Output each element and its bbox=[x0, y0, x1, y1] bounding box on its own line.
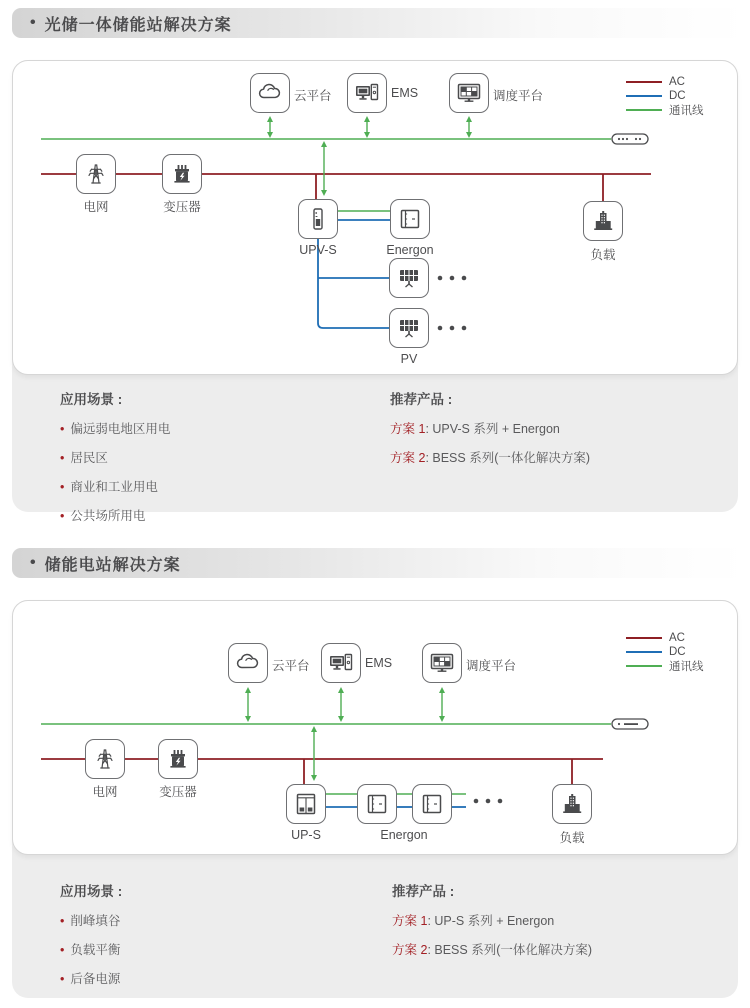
node-pv-1 bbox=[389, 258, 429, 298]
node-inverter-upvs bbox=[298, 199, 338, 239]
battery-cabinet-icon bbox=[397, 206, 423, 232]
comm-arrow-inverter bbox=[321, 141, 327, 196]
load-label: 负载 bbox=[559, 831, 585, 845]
red-bullet: • bbox=[60, 451, 65, 465]
scenario-item: • 负载平衡 bbox=[60, 943, 121, 957]
storage-label: Energon bbox=[386, 243, 434, 257]
legend-label-ac: AC bbox=[669, 75, 685, 88]
power-grid-label: 电网 bbox=[83, 200, 109, 214]
comm-arrow-ems bbox=[364, 116, 370, 138]
comm-arrow-cloud bbox=[245, 687, 251, 722]
products-heading: 推荐产品 : bbox=[392, 884, 455, 899]
comm-bus-terminator-icon bbox=[611, 133, 649, 145]
solar-panel-icon bbox=[396, 265, 422, 291]
section-2-diagram-card bbox=[12, 600, 738, 855]
transmission-tower-icon bbox=[83, 161, 109, 187]
section-2-products bbox=[392, 880, 592, 958]
legend-label-comm: 通讯线 bbox=[669, 660, 704, 673]
inverter-label: UPV-S bbox=[299, 243, 337, 257]
section-2-header bbox=[12, 548, 746, 578]
pv-ellipsis-dots bbox=[438, 276, 467, 331]
building-icon bbox=[559, 791, 585, 817]
red-bullet: • bbox=[60, 972, 65, 986]
red-bullet: • bbox=[60, 480, 65, 494]
battery-cabinet-icon bbox=[419, 791, 445, 817]
legend-label-dc: DC bbox=[669, 645, 686, 658]
power-grid-label: 电网 bbox=[92, 785, 118, 799]
scenario-item: • 公共场所用电 bbox=[60, 509, 146, 523]
section-1-header bbox=[12, 8, 746, 38]
section-1-title: 光储一体储能站解决方案 bbox=[44, 16, 232, 34]
section-2-title: 储能电站解决方案 bbox=[44, 556, 181, 574]
red-bullet: • bbox=[60, 914, 65, 928]
product-item: 方案 1: UP-S 系列 + Energon bbox=[392, 914, 555, 928]
dispatch-monitor-icon bbox=[429, 650, 455, 676]
load-label: 负载 bbox=[590, 248, 616, 262]
inverter-cabinet-icon bbox=[305, 206, 331, 232]
storage-ellipsis-dots bbox=[474, 799, 503, 804]
node-pv-2 bbox=[389, 308, 429, 348]
section-1-scenarios bbox=[60, 388, 170, 524]
pv-label: PV bbox=[400, 352, 418, 366]
node-storage-energon-2 bbox=[412, 784, 452, 824]
node-power-grid bbox=[85, 739, 125, 779]
product-item: 方案 1: UPV-S 系列 + Energon bbox=[390, 422, 560, 436]
ems-label: EMS bbox=[391, 86, 419, 100]
converter-label: UP-S bbox=[291, 828, 321, 842]
red-bullet: • bbox=[60, 943, 65, 957]
red-bullet: • bbox=[60, 422, 65, 436]
cloud-platform-label: 云平台 bbox=[294, 89, 332, 103]
red-bullet: • bbox=[60, 509, 65, 523]
scenario-item: • 居民区 bbox=[60, 451, 108, 465]
node-load bbox=[583, 201, 623, 241]
scenarios-heading: 应用场景 : bbox=[60, 392, 123, 407]
dispatch-monitor-icon bbox=[456, 80, 482, 106]
comm-arrow-converter bbox=[311, 726, 317, 781]
legend bbox=[626, 76, 704, 115]
dc-line-swatch bbox=[626, 95, 662, 97]
section-2-scenarios bbox=[60, 880, 122, 987]
transformer-label: 变压器 bbox=[163, 200, 201, 214]
legend-row-dc bbox=[626, 90, 704, 101]
node-ems bbox=[347, 73, 387, 113]
comm-arrow-ems bbox=[338, 687, 344, 722]
transmission-tower-icon bbox=[92, 746, 118, 772]
ac-line-swatch bbox=[626, 637, 662, 639]
node-power-grid bbox=[76, 154, 116, 194]
product-item: 方案 2: BESS 系列(一体化解决方案) bbox=[392, 943, 593, 957]
cloud-icon bbox=[235, 650, 261, 676]
product-item: 方案 2: BESS 系列(一体化解决方案) bbox=[390, 451, 591, 465]
node-load bbox=[552, 784, 592, 824]
cloud-platform-label: 云平台 bbox=[272, 659, 310, 673]
section-1-diagram-card bbox=[12, 60, 738, 375]
comm-arrow-dispatch bbox=[466, 116, 472, 138]
section-1-products bbox=[390, 388, 590, 466]
node-cloud-platform bbox=[228, 643, 268, 683]
legend-label-ac: AC bbox=[669, 631, 685, 644]
scenarios-heading: 应用场景 : bbox=[60, 884, 123, 899]
ems-computer-icon bbox=[354, 80, 380, 106]
node-dispatch-platform bbox=[449, 73, 489, 113]
node-cloud-platform bbox=[250, 73, 290, 113]
transformer-icon bbox=[169, 161, 195, 187]
legend-label-dc: DC bbox=[669, 89, 686, 102]
node-dispatch-platform bbox=[422, 643, 462, 683]
header-bullet: • bbox=[30, 554, 37, 571]
battery-cabinet-icon bbox=[364, 791, 390, 817]
comm-line-swatch bbox=[626, 109, 662, 111]
comm-arrow-cloud bbox=[267, 116, 273, 138]
node-transformer bbox=[158, 739, 198, 779]
cloud-icon bbox=[257, 80, 283, 106]
node-converter-ups bbox=[286, 784, 326, 824]
ems-label: EMS bbox=[365, 656, 393, 670]
node-transformer bbox=[162, 154, 202, 194]
building-icon bbox=[590, 208, 616, 234]
products-heading: 推荐产品 : bbox=[390, 392, 453, 407]
scenario-item: • 削峰填谷 bbox=[60, 914, 121, 928]
ems-computer-icon bbox=[328, 650, 354, 676]
legend bbox=[626, 632, 704, 671]
solar-panel-icon bbox=[396, 315, 422, 341]
transformer-label: 变压器 bbox=[159, 785, 197, 799]
legend-row-ac bbox=[626, 632, 704, 643]
scenario-item: • 后备电源 bbox=[60, 972, 121, 986]
node-ems bbox=[321, 643, 361, 683]
legend-row-ac bbox=[626, 76, 704, 87]
dispatch-platform-label: 调度平台 bbox=[493, 89, 544, 103]
legend-row-comm bbox=[626, 104, 704, 115]
storage-label: Energon bbox=[380, 828, 428, 842]
comm-line-swatch bbox=[626, 665, 662, 667]
converter-cabinet-icon bbox=[293, 791, 319, 817]
node-storage-energon bbox=[390, 199, 430, 239]
legend-row-comm bbox=[626, 660, 704, 671]
dc-line-swatch bbox=[626, 651, 662, 653]
scenario-item: • 偏远弱电地区用电 bbox=[60, 422, 171, 436]
header-bullet: • bbox=[30, 14, 37, 31]
comm-bus-terminator-icon bbox=[611, 718, 649, 730]
transformer-icon bbox=[165, 746, 191, 772]
node-storage-energon-1 bbox=[357, 784, 397, 824]
comm-arrow-dispatch bbox=[439, 687, 445, 722]
ac-line-swatch bbox=[626, 81, 662, 83]
scenario-item: • 商业和工业用电 bbox=[60, 480, 158, 494]
dispatch-platform-label: 调度平台 bbox=[466, 659, 517, 673]
legend-label-comm: 通讯线 bbox=[669, 104, 704, 117]
legend-row-dc bbox=[626, 646, 704, 657]
